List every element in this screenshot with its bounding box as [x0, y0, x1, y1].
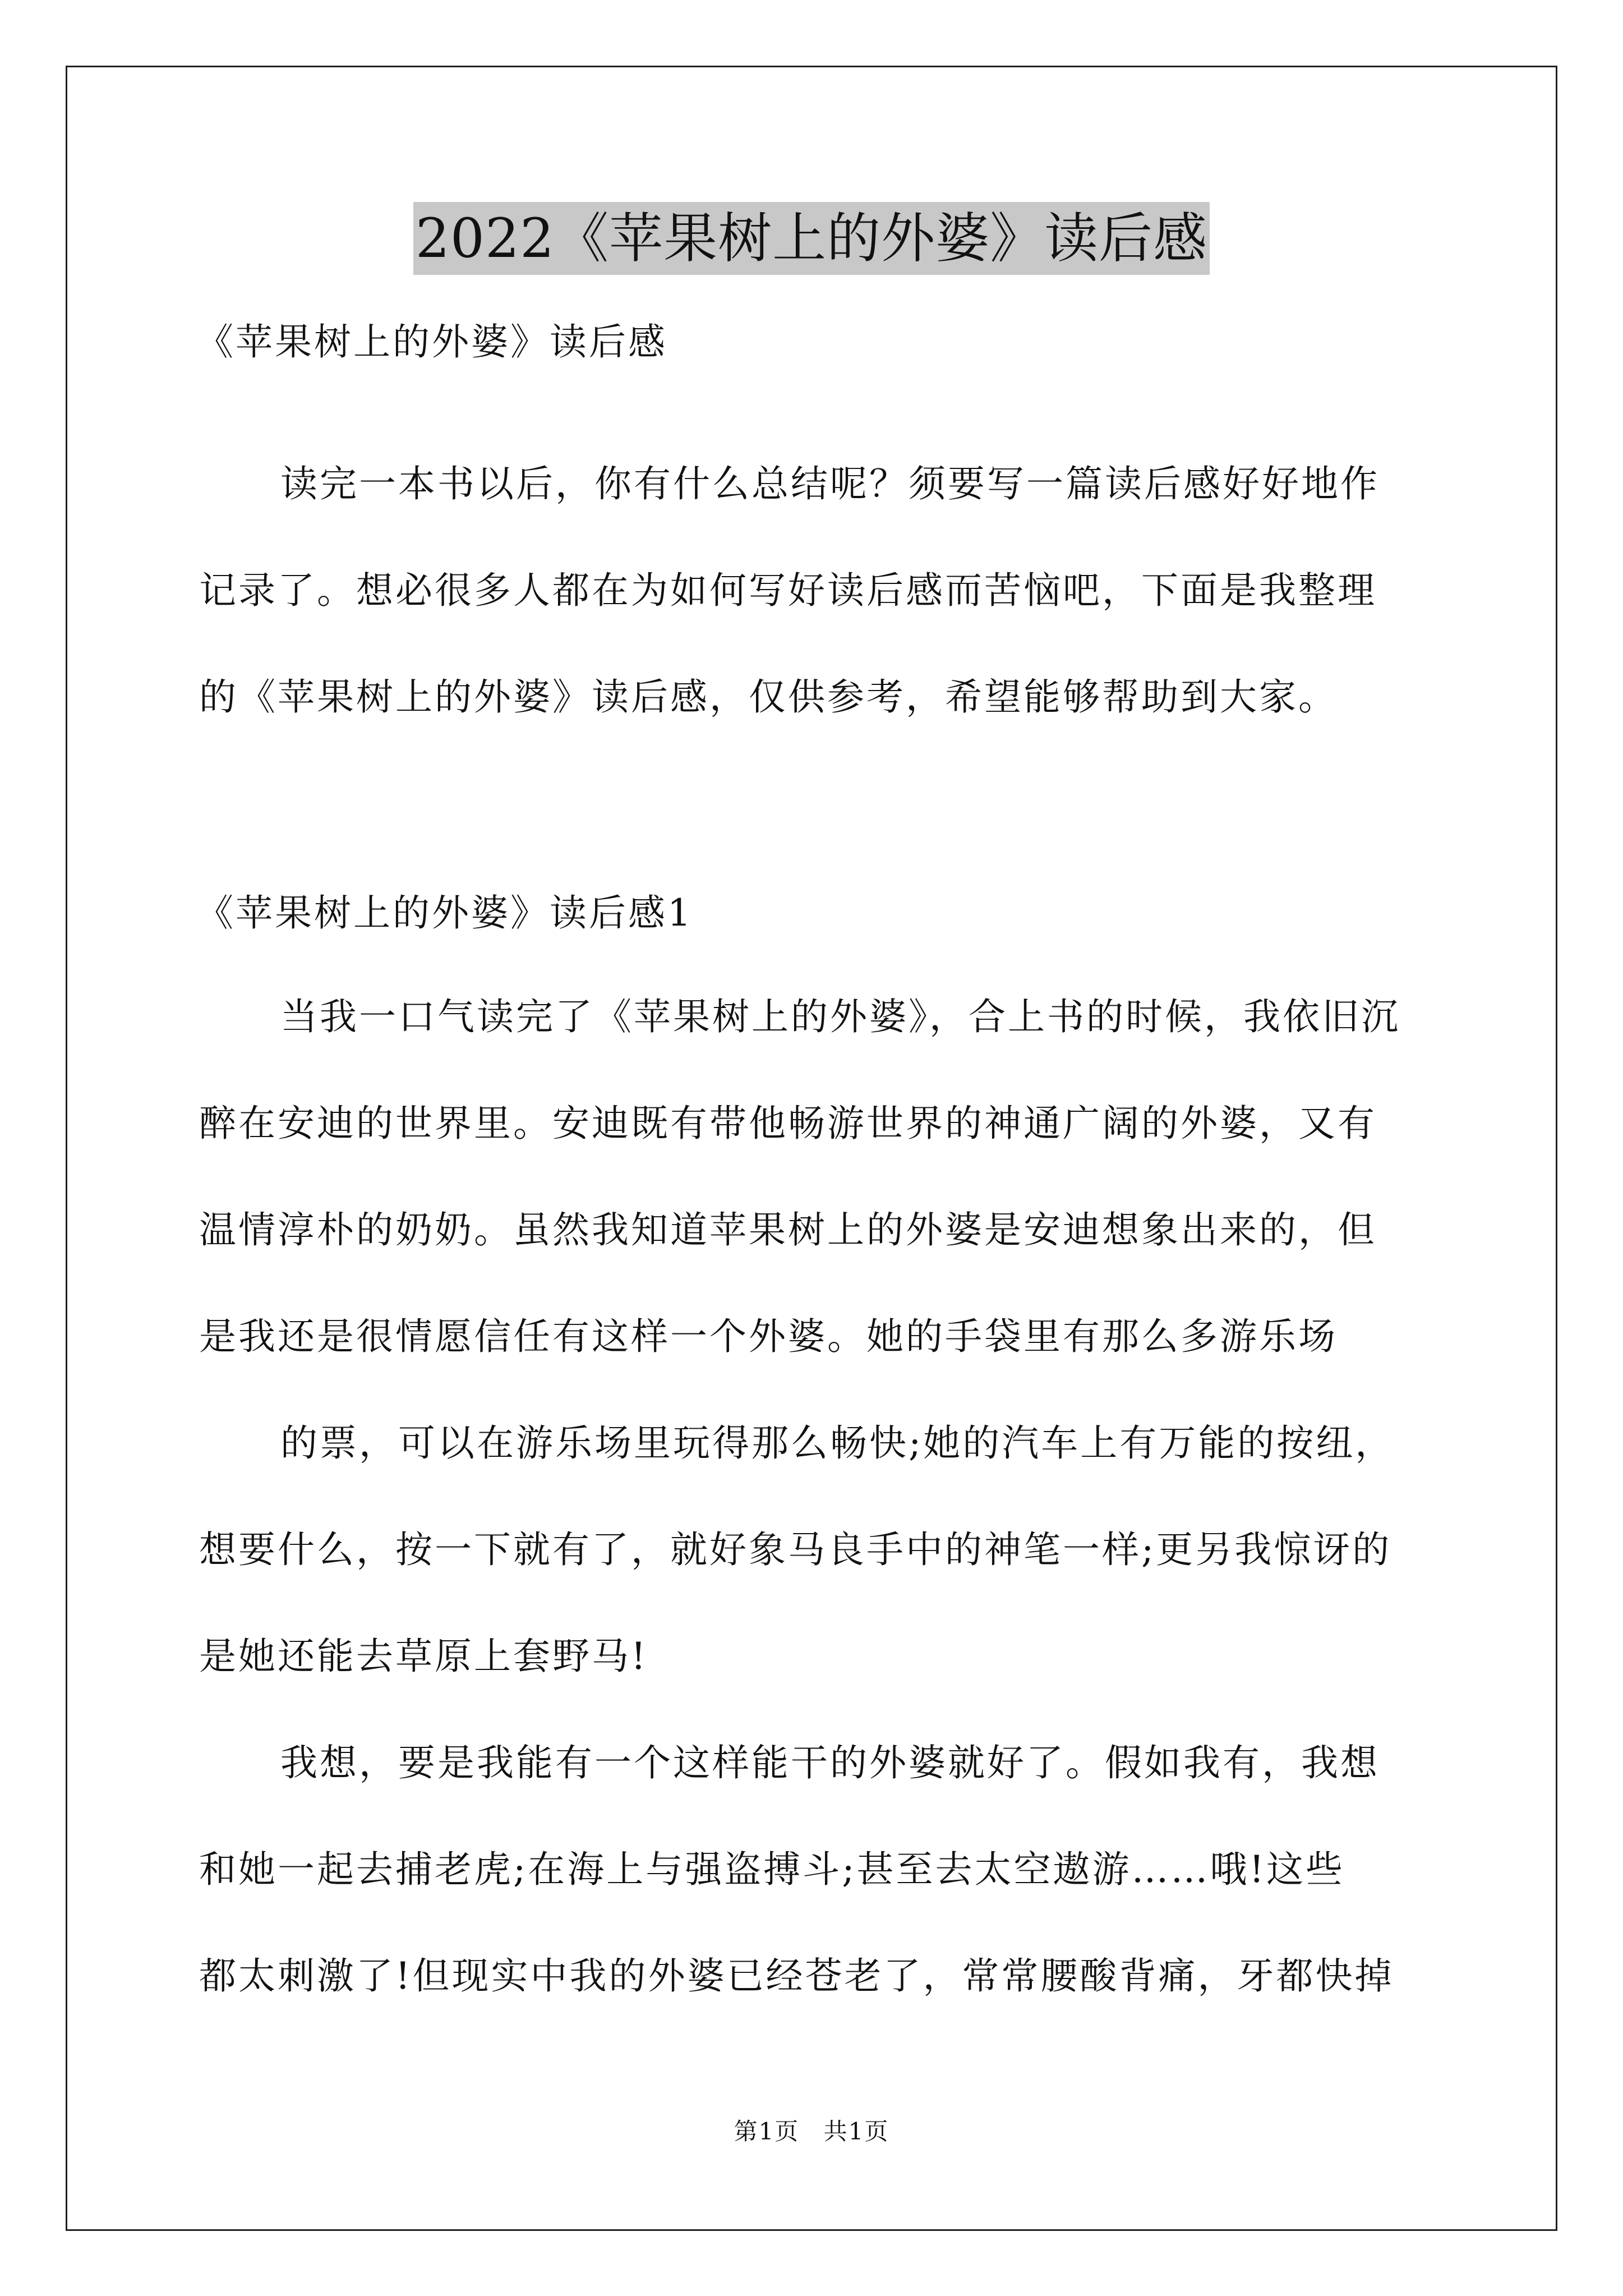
document-title: 2022《苹果树上的外婆》读后感	[413, 202, 1210, 275]
paragraph-line: 和她一起去捕老虎;在海上与强盗搏斗;甚至去太空遨游……哦!这些	[199, 1848, 1345, 1891]
paragraph-line: 我想，要是我能有一个这样能干的外婆就好了。假如我有，我想	[280, 1741, 1380, 1784]
intro-line-2: 记录了。想必很多人都在为如何写好读后感而苦恼吧，下面是我整理	[199, 569, 1377, 612]
title-container	[0, 202, 1623, 275]
page-total: 共1页	[823, 2118, 889, 2145]
intro-line-1: 读完一本书以后，你有什么总结呢？须要写一篇读后感好好地作	[280, 462, 1380, 505]
paragraph-line: 是我还是很情愿信任有这样一个外婆。她的手袋里有那么多游乐场	[199, 1315, 1338, 1358]
page-number: 第1页	[734, 2118, 800, 2145]
section-heading: 《苹果树上的外婆》读后感1	[196, 891, 693, 935]
paragraph-line: 的票，可以在游乐场里玩得那么畅快;她的汽车上有万能的按纽，	[280, 1421, 1395, 1465]
paragraph-line: 想要什么，按一下就有了，就好象马良手中的神笔一样;更另我惊讶的	[199, 1528, 1392, 1571]
paragraph-line: 都太刺激了!但现实中我的外婆已经苍老了，常常腰酸背痛，牙都快掉	[199, 1954, 1394, 1998]
paragraph-line: 是她还能去草原上套野马!	[199, 1635, 648, 1678]
subtitle: 《苹果树上的外婆》读后感	[196, 320, 667, 364]
intro-line-3: 的《苹果树上的外婆》读后感，仅供参考，希望能够帮助到大家。	[199, 675, 1338, 719]
paragraph-line: 醉在安迪的世界里。安迪既有带他畅游世界的神通广阔的外婆，又有	[199, 1102, 1377, 1145]
paragraph-line: 温情淳朴的奶奶。虽然我知道苹果树上的外婆是安迪想象出来的，但	[199, 1208, 1377, 1251]
paragraph-line: 当我一口气读完了《苹果树上的外婆》，合上书的时候，我依旧沉	[280, 995, 1400, 1038]
page-footer	[0, 2115, 1623, 2148]
